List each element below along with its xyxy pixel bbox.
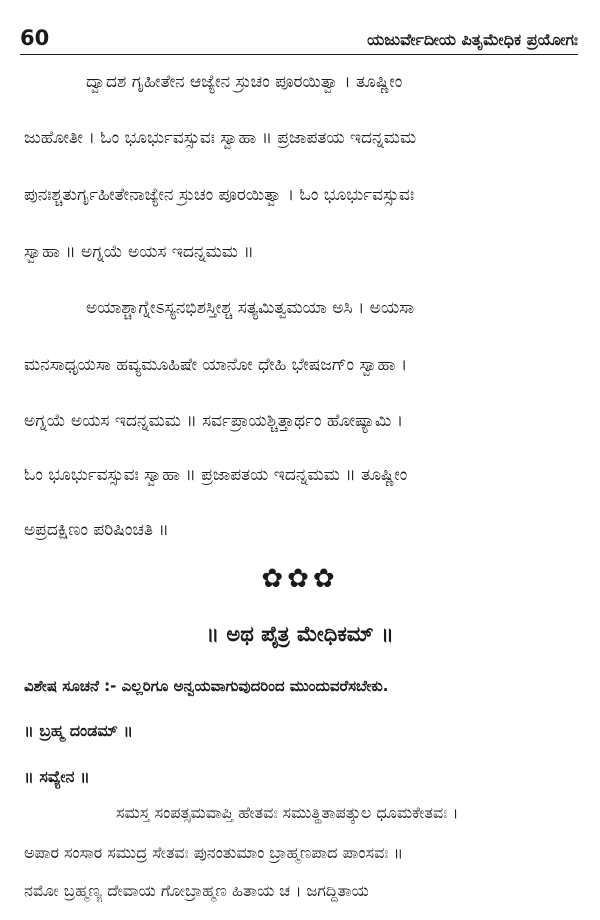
body-line: ಜುಹೋತೀ । ಓಂ ಭೂರ್ಭುವಸ್ಸುವಃ ಸ್ವಾಹಾ ॥ ಪ್ರಜಾಪತಯ ಇದನ್ನಮಮ [24, 128, 417, 148]
section-heading: ॥ ಅಥ ಪೈತ್ರ ಮೇಧಿಕಮ್ ॥ [206, 622, 394, 646]
sub-heading-brahma-dandam: ॥ ಬ್ರಹ್ಮ ದಂಡಮ್ ॥ [24, 721, 134, 740]
special-note: ವಿಶೇಷ ಸೂಚನೆ :- ಎಲ್ಲರಿಗೂ ಅನ್ವಯವಾಗುವುದರಿಂದ ಮುಂದುವರೆಸಬೇಕು. [24, 677, 389, 695]
body-line: ಅಗ್ನಯೆ ಅಯಸ ಇದನ್ನಮಮ ॥ ಸರ್ವಪ್ರಾಯಶ್ಚಿತ್ತಾರ್ಥಂ ಹೋಷ್ಯಾಮಿ । [24, 411, 404, 431]
sub-heading-savyena: ॥ ಸವ್ಯೇನ ॥ [24, 767, 90, 786]
verse-line: ಅಪಾರ ಸಂಸಾರ ಸಮುದ್ರ ಸೇತವಃ ಪುನಂತುಮಾಂ ಬ್ರಾಹ್ಮಣಪಾದ ಪಾಂಸವಃ ॥ [24, 843, 404, 862]
body-line: ದ್ವಾದಶ ಗೃಹೀತೇನ ಆಜ್ಯೇನ ಸ್ರುಚಂ ಪೂರಯಿತ್ವಾ । ತೂಷ್ಣೀಂ [86, 72, 403, 92]
body-line: ಅಯಾಶ್ಚಾಗ್ನೇಽಸ್ಯನಭಿಶಸ್ತೀಶ್ಚ ಸತ್ಯಮಿತ್ವಮಯಾ ಅಸಿ । ಅಯಸಾ [86, 298, 415, 318]
verse-line: ಸಮಸ್ತ ಸಂಪತ್ಸಮವಾಪ್ತಿ ಹೇತವಃ ಸಮುತ್ಥಿತಾಪತ್ಕುಲ ಧೂಮಕೇತವಃ । [116, 803, 459, 822]
body-line: ಅಪ್ರದಕ್ಷಿಣಂ ಪರಿಷಿಂಚತಿ ॥ [24, 520, 169, 540]
running-title: ಯಜುರ್ವೇದೀಯ ಪಿತೃಮೇಧಿಕ ಪ್ರಯೋಗಃ [367, 30, 578, 49]
running-header [20, 26, 578, 55]
page-number: 60 [20, 26, 50, 50]
verse-line: ನಮೋ ಬ್ರಹ್ಮಣ್ಯ ದೇವಾಯ ಗೋಬ್ರಾಹ್ಮಣ ಹಿತಾಯ ಚ । ಜಗದ್ಧಿತಾಯ [24, 881, 369, 900]
body-line: ಸ್ವಾಹಾ ॥ ಅಗ್ನಯೆ ಅಯಸ ಇದನ್ನಮಮ ॥ [24, 242, 254, 262]
body-line: ಓಂ ಭೂರ್ಭುವಸ್ಸುವಃ ಸ್ವಾಹಾ ॥ ಪ್ರಜಾಪತಯ ಇದನ್ನಮಮ ॥ ತೂಷ್ಣೀಂ [24, 465, 408, 485]
body-line: ಮನಸಾಧೃಯಸಾ ಹವ್ಯಮೂಹಿಷೇ ಯಾನೋ ಧೇಹಿ ಭೇಷಜಗ್ಂ ಸ್ವಾಹಾ । [24, 355, 408, 375]
flower-ornament: ✿✿✿ [261, 564, 339, 594]
body-line: ಪುನಃಶ್ಚತುರ್ಗೃಹೀತೇನಾಜ್ಯೇನ ಸ್ರುಚಂ ಪೂರಯಿತ್ವಾ । ಓಂ ಭೂರ್ಭುವಸ್ಸುವಃ [24, 185, 415, 205]
